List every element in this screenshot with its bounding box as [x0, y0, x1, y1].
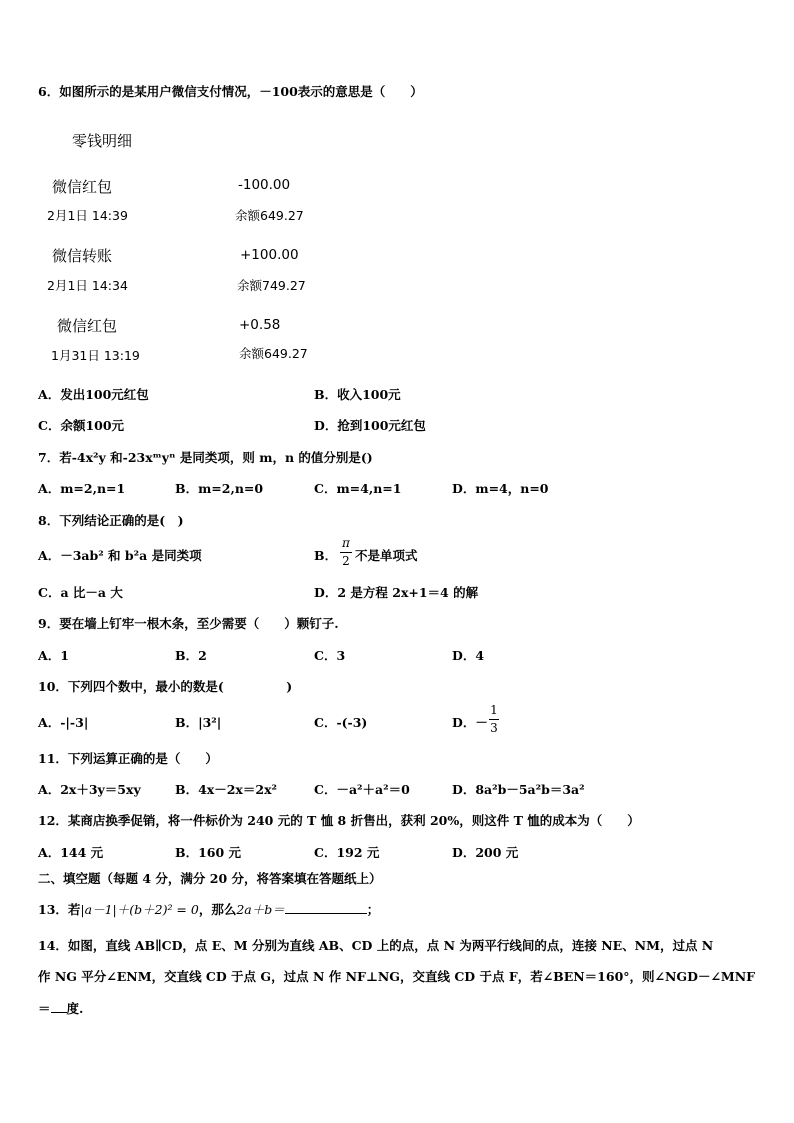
q9-stem: 9．要在墙上钉牢一根木条，至少需要（ ）颗钉子. — [38, 616, 339, 631]
q14-equals: ＝ — [38, 1001, 51, 1016]
fraction-bar — [489, 719, 499, 720]
wallet-entry-amount: -100.00 — [238, 177, 291, 193]
q7-stem: 7．若-4x²y 和-23xᵐyⁿ 是同类项，则 m，n 的值分别是() — [38, 450, 373, 465]
answer-blank — [51, 1000, 67, 1013]
q6-option-d: D．抢到100元红包 — [314, 418, 426, 433]
section-heading: 二、填空题（每题 4 分，满分 20 分，将答案填在答题纸上） — [38, 871, 382, 886]
q7-option-d: D．m=4，n=0 — [452, 481, 549, 496]
q9-option-d: D．4 — [452, 648, 485, 663]
q6-option-a: A．发出100元红包 — [38, 387, 149, 402]
q14-line-2: 作 NG 平分∠ENM，交直线 CD 于点 G，过点 N 作 NF⊥NG，交直线 CD 于点 F，若∠BEN＝160°，则∠NGD－∠MNF — [38, 969, 756, 984]
q9-option-b: B．2 — [175, 648, 207, 663]
q11-stem: 11．下列运算正确的是（ ） — [38, 751, 218, 766]
q10-option-d-fraction — [489, 703, 499, 736]
wallet-title: 零钱明细 — [72, 132, 133, 150]
q9-option-c: C．3 — [314, 648, 346, 663]
q6-option-b: B．收入100元 — [314, 387, 401, 402]
q8-option-b-fraction — [340, 536, 352, 569]
q13-line — [38, 900, 379, 918]
q11-option-d: D．8a²b－5a²b＝3a² — [452, 782, 585, 797]
wallet-entry-name: 微信红包 — [57, 317, 118, 335]
q11-option-c: C．－a²＋a²＝0 — [314, 782, 410, 797]
q6-stem: 6．如图所示的是某用户微信支付情况，－100表示的意思是（ ） — [38, 84, 423, 99]
q13-target: 2a＋b＝ — [236, 902, 285, 917]
q10-stem: 10．下列四个数中，最小的数是( ) — [38, 679, 293, 694]
q13-end: ； — [366, 902, 380, 917]
fraction-denominator: 3 — [490, 721, 498, 735]
q8-option-c: C．a 比－a 大 — [38, 585, 123, 600]
q8-option-d: D．2 是方程 2x+1＝4 的解 — [314, 585, 479, 600]
fraction-bar — [340, 552, 352, 553]
fraction-numerator: π — [342, 536, 350, 550]
q8-option-a: A．－3ab² 和 b²a 是同类项 — [38, 548, 202, 563]
q8-stem: 8．下列结论正确的是( ) — [38, 513, 184, 528]
q7-option-a: A．m=2,n=1 — [38, 481, 126, 496]
q12-option-d: D．200 元 — [452, 845, 519, 860]
q14-line-3 — [38, 999, 83, 1017]
q10-option-b: B．|3²| — [175, 715, 222, 730]
wallet-entry-balance: 余额749.27 — [237, 278, 306, 293]
q12-option-a: A．144 元 — [38, 845, 104, 860]
q13-expression: |a－1|＋(b＋2)² = 0 — [80, 902, 199, 917]
q13-prefix: 13．若 — [38, 902, 81, 917]
q10-option-c: C．-(-3) — [314, 715, 368, 730]
q9-option-a: A．1 — [38, 648, 69, 663]
q10-option-a: A．-|-3| — [38, 715, 89, 730]
wallet-entry-time: 2月1日 14:39 — [47, 208, 128, 223]
wallet-entry-time: 2月1日 14:34 — [47, 278, 128, 293]
wallet-entry-balance: 余额649.27 — [239, 346, 308, 361]
q8-option-b-suffix: 不是单项式 — [355, 548, 418, 563]
wallet-entry-time: 1月31日 13:19 — [51, 348, 140, 363]
q6-option-c: C．余额100元 — [38, 418, 125, 433]
q7-option-b: B．m=2,n=0 — [175, 481, 264, 496]
wallet-entry-name: 微信红包 — [52, 178, 113, 196]
q11-option-a: A．2x＋3y＝5xy — [38, 782, 141, 797]
wallet-entry-balance: 余额649.27 — [235, 208, 304, 223]
q14-unit: 度. — [66, 1001, 84, 1016]
q12-option-c: C．192 元 — [314, 845, 380, 860]
q12-stem: 12．某商店换季促销，将一件标价为 240 元的 T 恤 8 折售出，获利 20%，则这件 T 恤的成本为（ ） — [38, 813, 640, 828]
wallet-entry-amount: +100.00 — [240, 247, 299, 263]
wallet-entry-amount: +0.58 — [239, 317, 281, 333]
q11-option-b: B．4x－2x＝2x² — [175, 782, 277, 797]
answer-blank — [285, 901, 367, 914]
fraction-denominator: 2 — [342, 554, 350, 568]
wallet-entry-name: 微信转账 — [52, 247, 113, 265]
fraction-numerator: 1 — [490, 703, 498, 717]
q10-option-d: D．－ — [452, 715, 488, 730]
q7-option-c: C．m=4,n=1 — [314, 481, 402, 496]
q12-option-b: B．160 元 — [175, 845, 242, 860]
q14-line-1: 14．如图，直线 AB∥CD，点 E、M 分别为直线 AB、CD 上的点，点 N 为两平行线间的点，连接 NE、NM，过点 N — [38, 938, 714, 953]
q8-option-b-prefix: B． — [314, 548, 338, 563]
q13-mid: ，那么 — [198, 902, 237, 917]
